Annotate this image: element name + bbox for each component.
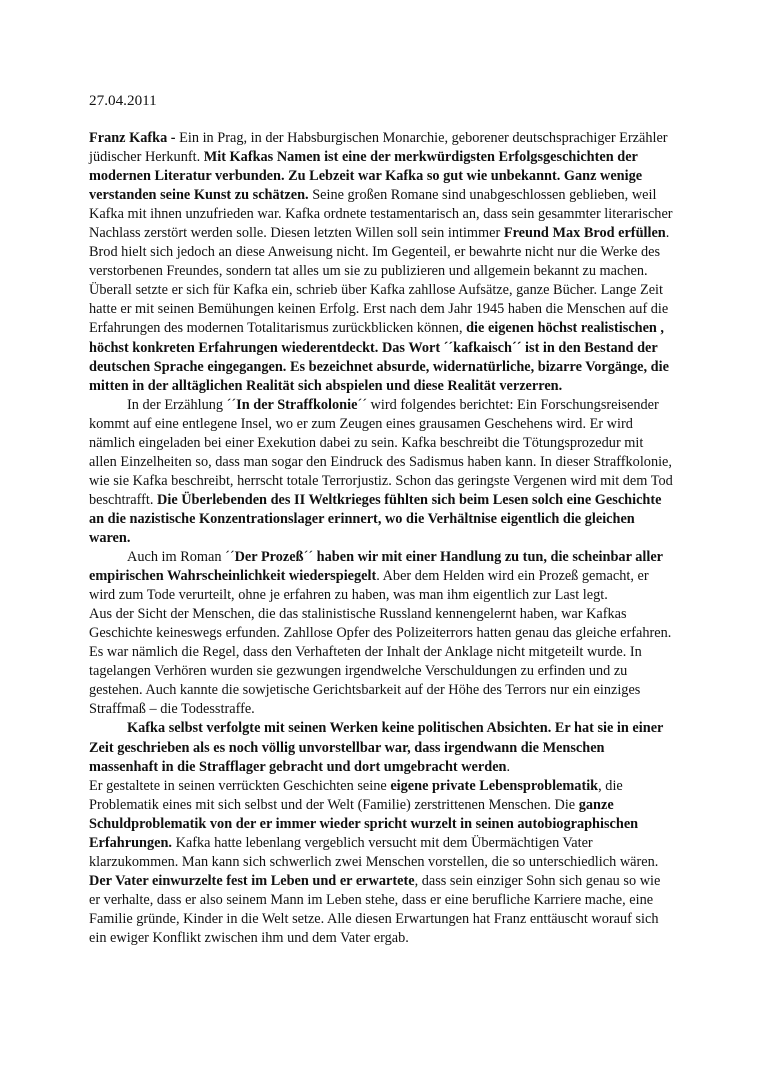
bold-text-run: Freund Max Brod erfüllen: [503, 225, 666, 242]
bold-text-run: eigene private Lebensproblematik: [390, 777, 599, 794]
text-run: , die Problematik eines mit sich selbst und der Welt (Familie) zerstrittenen Menschen. Die: [89, 777, 623, 813]
text-run: Er gestaltete in seinen verrückten Geschichten seine: [89, 777, 391, 794]
bold-text-run: Die Überlebenden des II Weltkrieges fühlten sich beim Lesen solch eine Geschichte an die nazistische Konzentrationslager erinnert, wo die Verhältnise eigentlich die gleichen waren.: [89, 491, 662, 546]
text-run: ´´ wird folgendes berichtet: Ein Forschungsreisender kommt auf eine entlegene Insel, wo er zum Zeugen eines grausamen Geschehens wird. Er wird nämlich eingeladen bei einer Exekution dabei zu sein. Kafka beschreibt die Tötungsprozedur mit allen Einzelheiten so, dass man sogar den Eindruck des Sadismus haben kann. In dieser Straffkolonie, wie sie Kafka beschreibt, herrscht totale Terrorjustiz. Schon das geringste Vergenen wird mit dem Tod beschtrafft.: [89, 396, 673, 508]
paragraph-intro: [89, 129, 673, 396]
document-body: [89, 129, 673, 948]
paragraph-stalinismus: [89, 605, 673, 719]
bold-text-run: haben wir mit einer Handlung zu tun, die scheinbar aller empirischen Wahrscheinlichkeit wiederspiegelt: [89, 549, 663, 585]
text-run: Ein in Prag, in der Habsburgischen Monarchie, geborener deutschsprachiger Erzähler jüdischer Herkunft.: [89, 130, 668, 166]
bold-text-run: Der Prozeß: [234, 549, 304, 566]
text-run: , dass sein einziger Sohn sich genau so wie er verhalte, dass er also seinem Mann im Leben stehe, dass er eine berufliche Karriere mache, eine Familie gründe, Kinder in die Welt setze. Alle diesen Erwartungen hat Franz enttäuscht worauf sich ein ewiger Konflikt zwischen ihm und dem Vater ergab.: [89, 872, 661, 946]
bold-text-run: Franz Kafka -: [89, 130, 180, 146]
bold-text-run: ganze Schuldproblematik von der er immer wieder spricht wurzelt in seinen autobiographischen Erfahrungen.: [89, 796, 639, 851]
text-run: ´´: [303, 549, 317, 566]
bold-text-run: Mit Kafkas Namen ist eine der merkwürdigsten Erfolgsgeschichten der modernen Literatur verbunden. Zu Lebzeit war Kafka so gut wie unbekannt. Ganz wenige verstanden seine Kunst zu schätzen.: [89, 149, 643, 204]
paragraph-straffkolonie: [89, 396, 673, 548]
text-run: Kafka hatte lebenlang vergeblich versucht mit dem Übermächtigen Vater klarzukommen. Man kann sich schwerlich zwei Menschen vorstellen, die so unterschiedlich wären.: [89, 834, 659, 870]
text-run: .: [506, 758, 511, 775]
bold-text-run: die eigenen höchst realistischen , höchst konkreten Erfahrungen wiederentdeckt. Das Wort ´´kafkaisch´´ ist in den Bestand der deutschen Sprache eingegangen. Es bezeichnet absurde, widernatürliche, bizarre Vorgänge, die mitten in der alltäglichen Realität sich abspielen und diese Realität verzerren.: [89, 320, 669, 394]
bold-text-run: In der Straffkolonie: [236, 396, 358, 413]
text-run: Auch im Roman ´´: [127, 549, 235, 566]
paragraph-prozess: [89, 548, 673, 605]
text-run: Aus der Sicht der Menschen, die das stalinistische Russland kennengelernt haben, war Kafkas Geschichte keineswegs erfunden. Zahllose Opfer des Polizeiterrors hatten genau das gleiche erfahren. Es war nämlich die Regel, dass den Verhafteten der Inhalt der Anklage nicht mitgeteilt wurde. In tagelangen Verhören wurden sie gezwungen irgendwelche Verschuldungen zu erfinden und zu gestehen. Auch kannte die sowjetische Gerichtsbarkeit auf der Höhe des Terrors nur ein einziges Straffmaß – die Todesstraffe.: [89, 606, 672, 718]
text-run: Seine großen Romane sind unabgeschlossen geblieben, weil Kafka mit ihnen unzufrieden war. Kafka ordnete testamentarisch an, dass sein gesammter literarischer Nachlass zerstört werden solle. Diesen letzten Willen soll sein intimmer: [89, 187, 673, 242]
text-run: . Aber dem Helden wird ein Prozeß gemacht, er wird zum Tode verurteilt, ohne je erfahren zu haben, was man ihm eigentlich zur Last legt.: [89, 568, 649, 604]
paragraph-lebensproblematik: [89, 777, 673, 948]
bold-text-run: Kafka selbst verfolgte mit seinen Werken keine politischen Absichten. Er hat sie in einer Zeit geschrieben als es noch völlig unvorstellbar war, dass irgendwann die Menschen massenhaft in die Strafflager gebracht und dort umgebracht werden: [89, 720, 664, 775]
document-date: 27.04.2011: [89, 92, 157, 109]
paragraph-politische-absichten: [89, 719, 673, 776]
text-run: . Brod hielt sich jedoch an diese Anweisung nicht. Im Gegenteil, er bewahrte nicht nur die Werke des verstorbenen Freundes, sondern tat alles um sie zu publizieren und allgemein bekannt zu machen. Überall setzte er sich für Kafka ein, schrieb über Kafka zahllose Aufsätze, ganze Bücher. Lange Zeit hatte er mit seinen Bemühungen keinen Erfolg. Erst nach dem Jahr 1945 haben die Menschen auf die Erfahrungen des modernen Totalitarismus zurückblicken können,: [89, 225, 670, 337]
bold-text-run: Der Vater einwurzelte fest im Leben und er erwartete: [89, 872, 415, 889]
text-run: In der Erzählung ´´: [127, 396, 237, 413]
